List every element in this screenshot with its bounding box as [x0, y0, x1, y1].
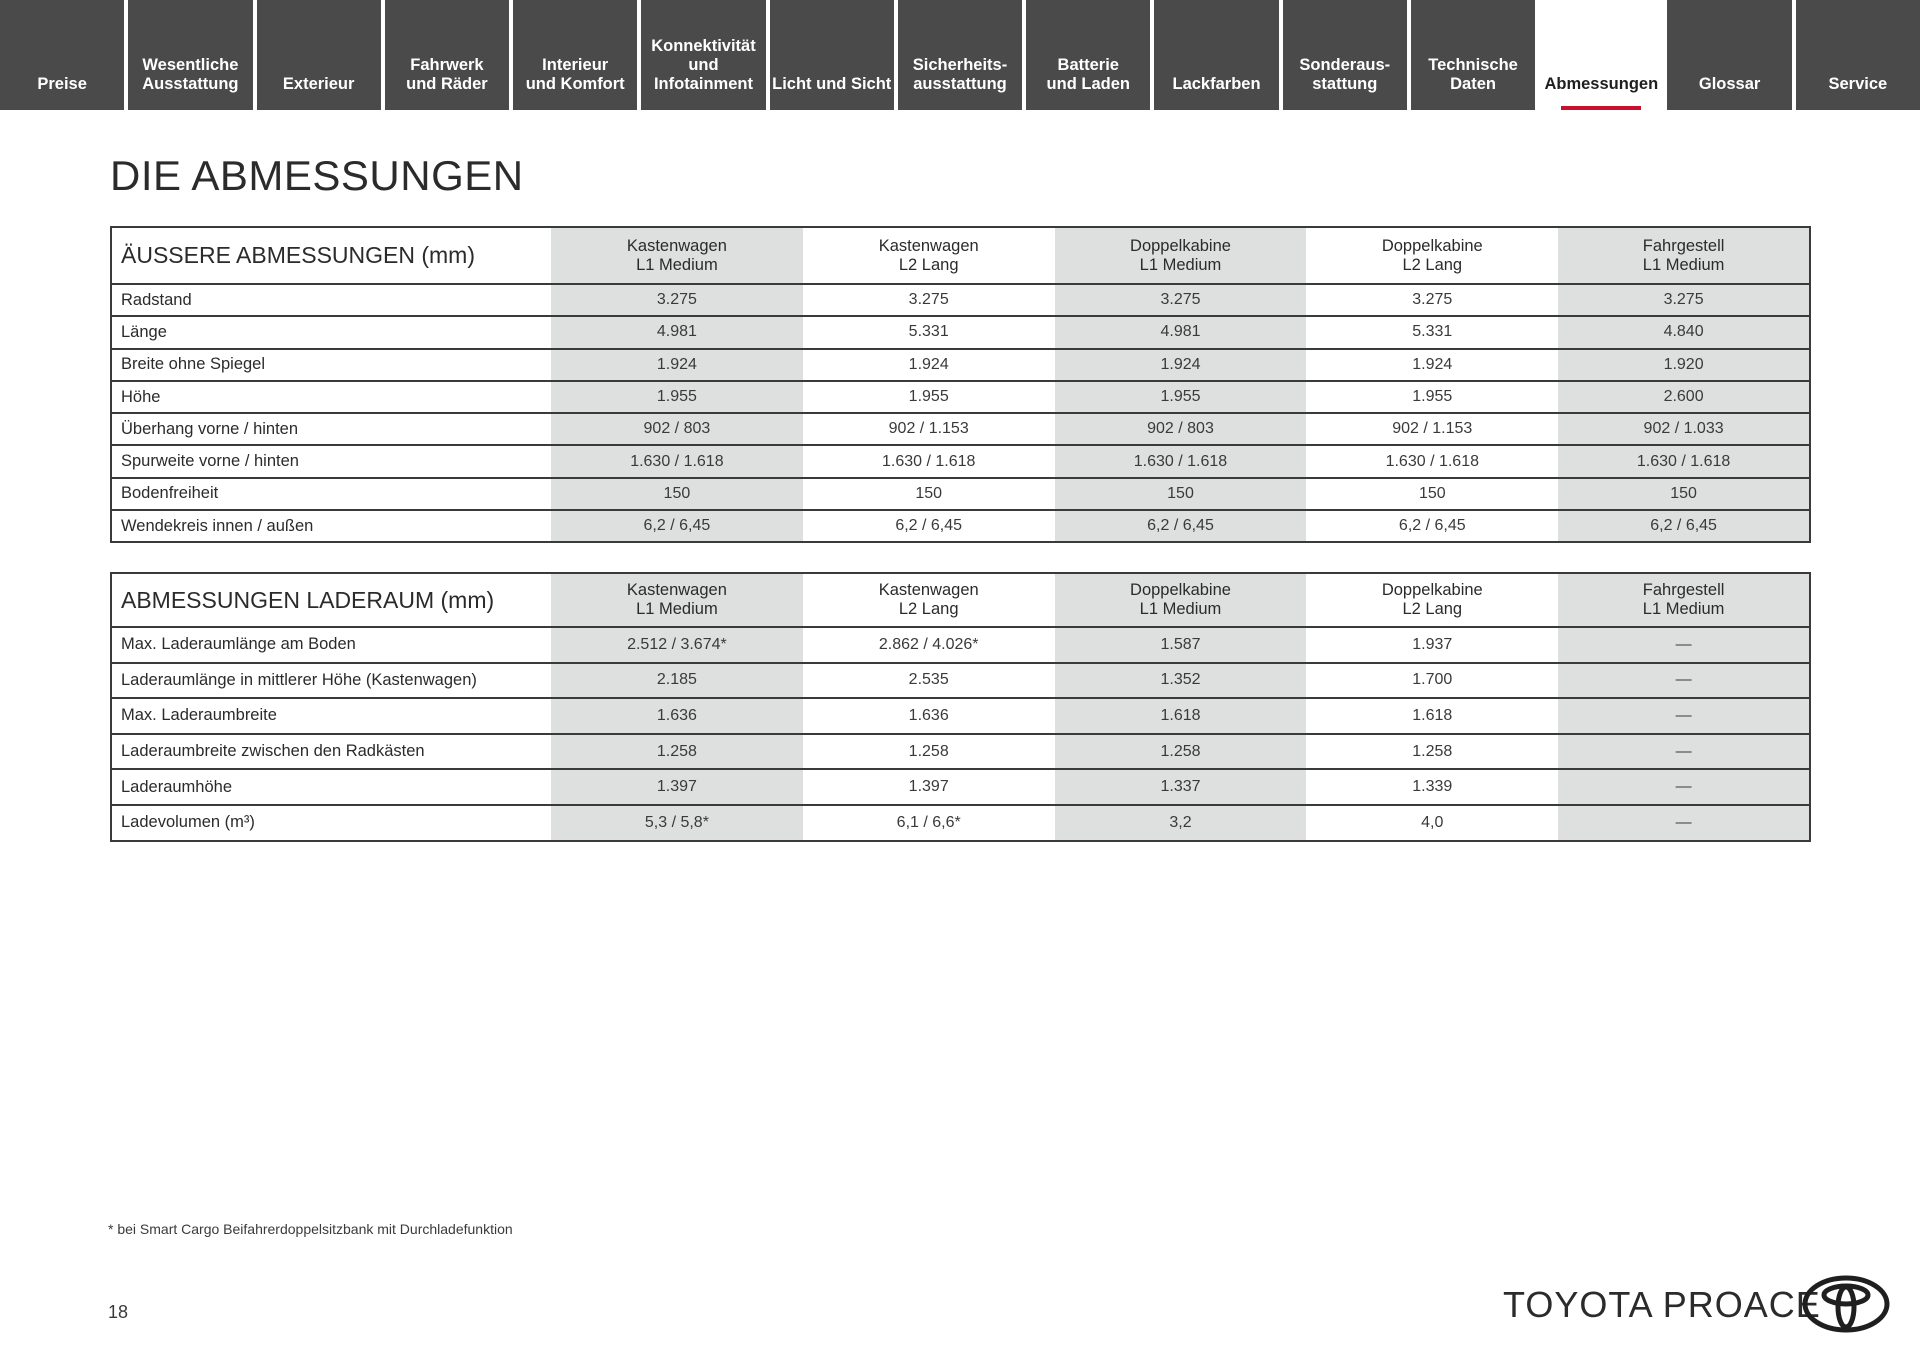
table-cell: 1.397: [551, 769, 803, 805]
table-cell: —: [1558, 769, 1810, 805]
top-navigation: [0, 0, 1920, 110]
table-cell: 902 / 1.153: [803, 413, 1055, 445]
table-cell: 3.275: [1306, 284, 1558, 316]
table-row: [111, 381, 1810, 413]
nav-tab-preise[interactable]: Preise: [0, 0, 124, 110]
row-label: Laderaumhöhe: [111, 769, 551, 805]
table-cell: 4.981: [551, 316, 803, 348]
table-row: [111, 510, 1810, 542]
table-row: [111, 284, 1810, 316]
table-cell: 902 / 803: [1055, 413, 1307, 445]
table-row: [111, 734, 1810, 770]
column-header: Doppelkabine L1 Medium: [1055, 573, 1307, 627]
column-header: Doppelkabine L1 Medium: [1055, 227, 1307, 284]
table-row: [111, 316, 1810, 348]
table-cell: 1.630 / 1.618: [1055, 445, 1307, 477]
table-cell: 3.275: [803, 284, 1055, 316]
table-cell: —: [1558, 734, 1810, 770]
table-cell: 2.512 / 3.674*: [551, 627, 803, 663]
table-cell: 150: [1558, 478, 1810, 510]
nav-tab-fahrwerk-und-raeder[interactable]: Fahrwerk und Räder: [385, 0, 509, 110]
nav-tab-wesentliche-ausstattung[interactable]: Wesentliche Ausstattung: [128, 0, 252, 110]
table-cell: 902 / 1.153: [1306, 413, 1558, 445]
table-cell: 150: [1055, 478, 1307, 510]
table-cell: 1.630 / 1.618: [1558, 445, 1810, 477]
table-cell: 1.630 / 1.618: [803, 445, 1055, 477]
row-label: Spurweite vorne / hinten: [111, 445, 551, 477]
exterior-dimensions-table: [110, 226, 1811, 543]
table-row: [111, 413, 1810, 445]
table-cell: 3.275: [551, 284, 803, 316]
table-cell: 150: [1306, 478, 1558, 510]
row-label: Wendekreis innen / außen: [111, 510, 551, 542]
table-cell: 150: [551, 478, 803, 510]
nav-tab-technische-daten[interactable]: Technische Daten: [1411, 0, 1535, 110]
nav-tab-exterieur[interactable]: Exterieur: [257, 0, 381, 110]
table-row: [111, 805, 1810, 841]
column-header: Kastenwagen L1 Medium: [551, 227, 803, 284]
table-cell: 4.981: [1055, 316, 1307, 348]
column-header: Doppelkabine L2 Lang: [1306, 573, 1558, 627]
table-cell: 6,2 / 6,45: [895, 517, 963, 535]
table-cell: 4,0: [1421, 813, 1444, 831]
table-cell: —: [1558, 805, 1810, 841]
table-cell: 3,2: [1055, 805, 1307, 841]
nav-tab-service[interactable]: Service: [1796, 0, 1920, 110]
table-cell: 6,2 / 6,45: [1398, 517, 1466, 535]
table-cell: 1.955: [803, 381, 1055, 413]
page-title: DIE ABMESSUNGEN: [110, 152, 524, 199]
table-cell: 1.630 / 1.618: [1306, 445, 1558, 477]
row-label: Überhang vorne / hinten: [111, 413, 551, 445]
table-cell: 1.700: [1306, 663, 1558, 699]
row-label: Bodenfreiheit: [111, 478, 551, 510]
column-header: Doppelkabine L2 Lang: [1306, 227, 1558, 284]
table-cell: 2.862 / 4.026*: [803, 627, 1055, 663]
exterior-table-title: ÄUSSERE ABMESSUNGEN (mm): [111, 227, 551, 284]
table-cell: 6,2 / 6,45: [551, 510, 803, 542]
table-cell: 1.397: [803, 769, 1055, 805]
table-cell: 1.618: [1055, 698, 1307, 734]
table-cell: 4.840: [1558, 316, 1810, 348]
nav-tab-glossar[interactable]: Glossar: [1667, 0, 1791, 110]
nav-tab-sonderausstattung[interactable]: Sonderaus- stattung: [1283, 0, 1407, 110]
row-label: Max. Laderaumlänge am Boden: [111, 627, 551, 663]
table-cell: 1.339: [1306, 769, 1558, 805]
row-label: Höhe: [111, 381, 551, 413]
table-cell: 5.331: [803, 316, 1055, 348]
table-cell: 1.924: [1055, 349, 1307, 381]
cargo-table-title: ABMESSUNGEN LADERAUM (mm): [111, 573, 551, 627]
nav-tab-konnektivitaet[interactable]: Konnektivität und Infotainment: [641, 0, 765, 110]
nav-tab-lackfarben[interactable]: Lackfarben: [1154, 0, 1278, 110]
table-cell: 1.618: [1306, 698, 1558, 734]
table-cell: 1.352: [1055, 663, 1307, 699]
table-row: [111, 698, 1810, 734]
row-label: Laderaumlänge in mittlerer Höhe (Kastenwagen): [111, 663, 551, 699]
column-header: Fahrgestell L1 Medium: [1558, 227, 1810, 284]
column-header: Fahrgestell L1 Medium: [1558, 573, 1810, 627]
table-row: [111, 445, 1810, 477]
table-cell: 6,2 / 6,45: [1558, 510, 1810, 542]
table-cell: 2.600: [1558, 381, 1810, 413]
table-cell: 1.924: [803, 349, 1055, 381]
table-header-row: [111, 573, 1810, 627]
table-cell: 1.587: [1055, 627, 1307, 663]
column-header: Kastenwagen L2 Lang: [803, 573, 1055, 627]
table-cell: 6,2 / 6,45: [1055, 510, 1307, 542]
table-row: [111, 349, 1810, 381]
table-cell: —: [1558, 627, 1810, 663]
table-cell: 5.331: [1306, 316, 1558, 348]
row-label: Max. Laderaumbreite: [111, 698, 551, 734]
nav-tab-interieur-und-komfort[interactable]: Interieur und Komfort: [513, 0, 637, 110]
table-cell: 1.955: [551, 381, 803, 413]
table-cell: 1.258: [1055, 734, 1307, 770]
table-cell: 1.920: [1558, 349, 1810, 381]
brand-name: TOYOTA PROACE: [1503, 1284, 1821, 1325]
table-row: [111, 769, 1810, 805]
table-cell: 1.924: [551, 349, 803, 381]
table-cell: 3.275: [1055, 284, 1307, 316]
table-cell: 6,1 / 6,6*: [896, 813, 961, 831]
column-header: Kastenwagen L2 Lang: [803, 227, 1055, 284]
table-row: [111, 663, 1810, 699]
table-cell: 3.275: [1558, 284, 1810, 316]
table-row: [111, 478, 1810, 510]
table-row: [111, 627, 1810, 663]
nav-tab-batterie-und-laden[interactable]: Batterie und Laden: [1026, 0, 1150, 110]
nav-tab-abmessungen[interactable]: Abmessungen: [1539, 0, 1663, 110]
table-cell: 1.636: [803, 698, 1055, 734]
table-cell: 2.185: [551, 663, 803, 699]
table-cell: 1.924: [1306, 349, 1558, 381]
table-cell: 1.337: [1055, 769, 1307, 805]
table-cell: 150: [803, 478, 1055, 510]
table-cell: 1.955: [1306, 381, 1558, 413]
page-number: 18: [108, 1302, 129, 1322]
row-label: Breite ohne Spiegel: [111, 349, 551, 381]
cargo-dimensions-table: [110, 572, 1811, 842]
column-header: Kastenwagen L1 Medium: [551, 573, 803, 627]
table-cell: —: [1558, 663, 1810, 699]
table-cell: 1.955: [1055, 381, 1307, 413]
table-header-row: [111, 227, 1810, 284]
toyota-logo-icon: [1802, 1275, 1890, 1333]
table-cell: 1.258: [551, 734, 803, 770]
table-cell: 1.258: [1306, 734, 1558, 770]
row-label: Laderaumbreite zwischen den Radkästen: [111, 734, 551, 770]
table-cell: 1.630 / 1.618: [551, 445, 803, 477]
table-cell: 902 / 1.033: [1558, 413, 1810, 445]
table-cell: 2.535: [803, 663, 1055, 699]
row-label: Radstand: [111, 284, 551, 316]
footnote: * bei Smart Cargo Beifahrerdoppelsitzbank mit Durchladefunktion: [108, 1221, 513, 1237]
row-label: Ladevolumen (m³): [111, 805, 551, 841]
table-cell: 902 / 803: [551, 413, 803, 445]
nav-tab-licht-und-sicht[interactable]: Licht und Sicht: [770, 0, 894, 110]
table-cell: 1.937: [1306, 627, 1558, 663]
row-label: Länge: [111, 316, 551, 348]
table-cell: 5,3 / 5,8*: [551, 805, 803, 841]
table-cell: 1.636: [551, 698, 803, 734]
nav-tab-sicherheitsausstattung[interactable]: Sicherheits- ausstattung: [898, 0, 1022, 110]
table-cell: 1.258: [803, 734, 1055, 770]
table-cell: —: [1558, 698, 1810, 734]
